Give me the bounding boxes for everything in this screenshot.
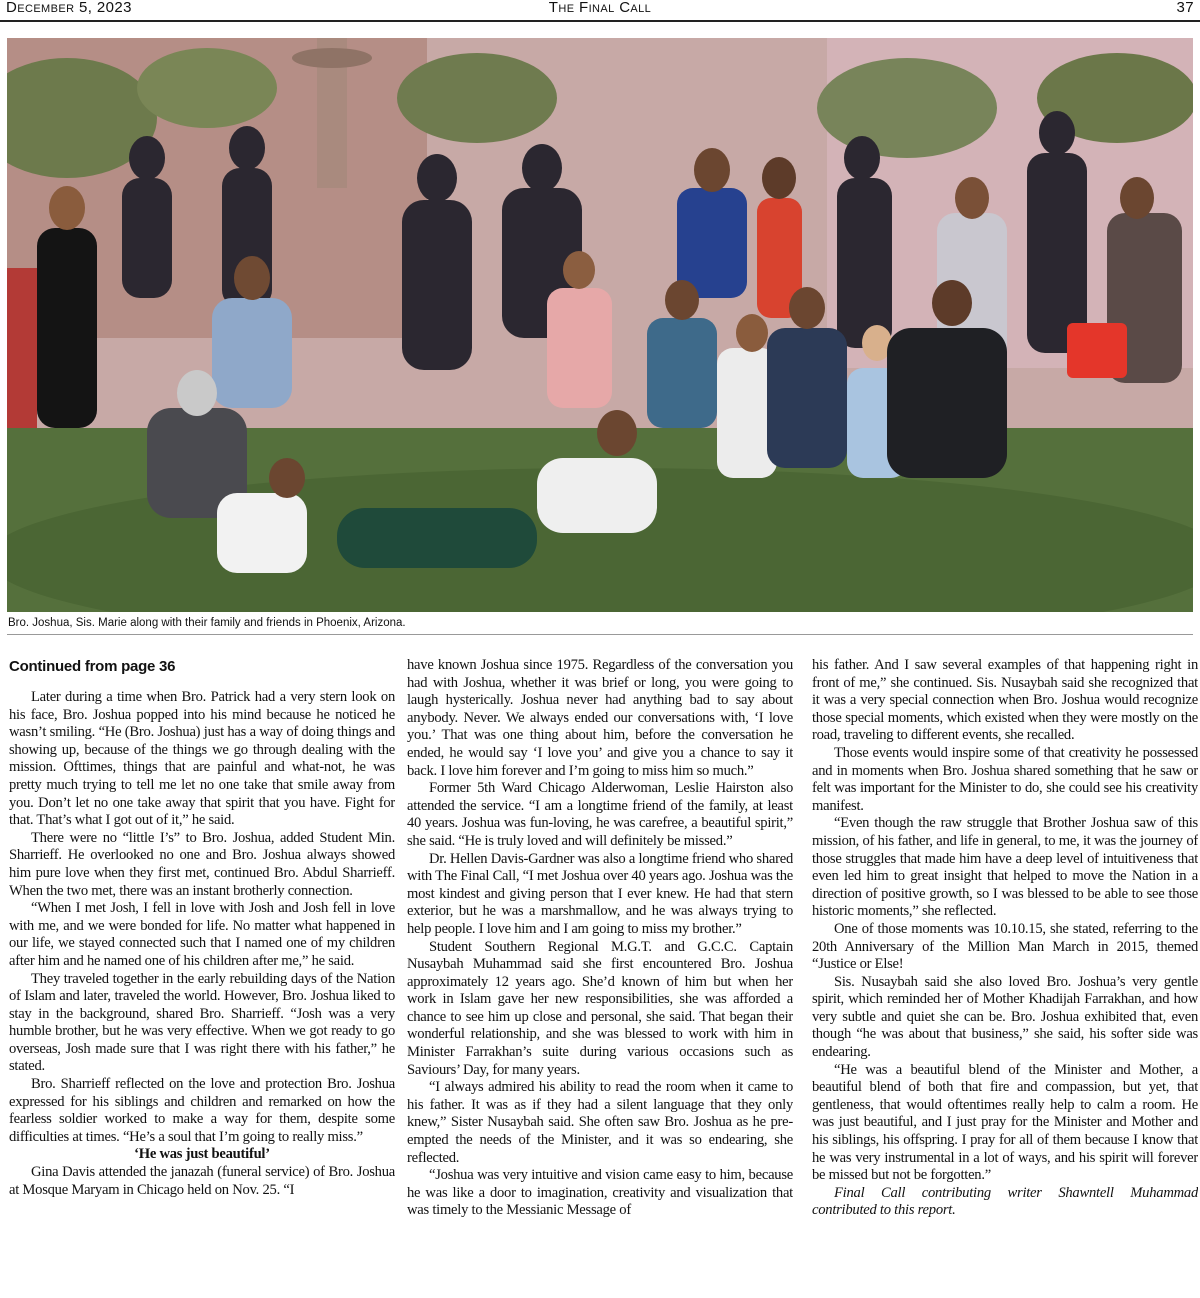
paragraph: his father. And I saw several examples of that happening right in front of me,” she continued. Sis. Nusaybah said she recognized that it was a very special connection when Bro. Joshua would recognize those special moments, which existed when they were mostly on the road, traveling to different events, she recalled. [812, 657, 1198, 744]
paragraph: have known Joshua since 1975. Regardless of the conversation you had with Joshua, whether it was brief or long, you were going to laugh hysterically. Joshua never had anything bad to say about anybody. Never. We always ended our conversations with, ‘I love you.’ That was one thing about him, before the conversation he ended, he would say ‘I love you’ and give you a chance to say it back. I love him forever and I’m going to miss him so much.” [407, 657, 793, 779]
subhead: ‘He was just beautiful’ [134, 1146, 270, 1163]
photo-caption: Bro. Joshua, Sis. Marie along with their family and friends in Phoenix, Arizona. [8, 617, 406, 629]
paragraph: There were no “little I’s” to Bro. Joshua, added Student Min. Sharrieff. He overlooked no one and Bro. Joshua always showed him pure love when they first met, continued Bro. Abdul Sharrieff. When the two met, there was an instant brotherly connection. [9, 829, 395, 899]
paragraph: “He was a beautiful blend of the Minister and Mother, a beautiful blend of both that fire and compassion, but yet, that gentleness, that would oftentimes really help to calm a room. He was just beautiful, and I just pray for the Minister and Mother and his siblings, his offspring. I pray for all of them because I know that he was very instrumental in a lot of ways, and his spirit will forever be missed but not be forgotten.” [812, 1061, 1198, 1184]
masthead [0, 0, 1200, 22]
contributor-credit: Final Call contributing writer Shawntell Muhammad contributed to this report. [812, 1184, 1198, 1219]
paragraph: Those events would inspire some of that creativity he possessed and in moments when Bro. Joshua shared something that he saw or felt was important for the Minister to do, she could see his creativity manifest. [812, 744, 1198, 814]
article-column-3 [812, 657, 1198, 1289]
article-column-1 [9, 657, 395, 1289]
publication-name: The Final Call [548, 0, 652, 16]
issue-date: December 5, 2023 [6, 0, 132, 16]
paragraph: Dr. Hellen Davis-Gardner was also a longtime friend who shared with The Final Call, “I met Joshua over 40 years ago. Joshua was the most kindest and giving person that I ever knew. He had that stern exterior, but he was a marshmallow, and he was always trying to help people. I love him and I am going to miss my brother.” [407, 850, 793, 937]
paragraph: “Joshua was very intuitive and vision came easy to him, because he was like a door to imagination, creativity and visualization that was timely to the Messianic Message of [407, 1167, 793, 1219]
paragraph: They traveled together in the early rebuilding days of the Nation of Islam and later, traveled the world. However, Bro. Joshua liked to stay in the background, shared Bro. Sharrieff. “Josh was a very humble brother, but he was very effective. When we got ready to go overseas, Josh made sure that I was right there with his father,” he stated. [9, 970, 395, 1075]
paragraph: Gina Davis attended the janazah (funeral service) of Bro. Joshua at Mosque Maryam in Chicago held on Nov. 25. “I [9, 1164, 395, 1198]
continued-from-kicker: Continued from page 36 [9, 658, 176, 675]
paragraph: Former 5th Ward Chicago Alderwoman, Leslie Hairston also attended the service. “I am a longtime friend of the family, at least 40 years. Joshua was fun-loving, he was carefree, a beautiful spirit,” she said. “He is truly loved and will definitely be missed.” [407, 780, 793, 849]
paragraph: Student Southern Regional M.G.T. and G.C.C. Captain Nusaybah Muhammad said she first encountered Bro. Joshua approximately 12 years ago. She’d known of him but when her work in Islam gave her new responsibilities, she was afforded a chance to see him up close and personal, she said. That began their wonderful relationship, and she was blessed to work with him in Minister Farrakhan’s suite during various occasions such as Saviours’ Day, for many years. [407, 938, 793, 1078]
article-column-2 [407, 657, 793, 1289]
caption-divider [7, 634, 1193, 635]
paragraph: One of those moments was 10.10.15, she stated, referring to the 20th Anniversary of the Million Man March in 2015, themed “Justice or Else! [812, 920, 1198, 973]
paragraph: “I always admired his ability to read the room when it came to his father. It was as if they had a silent language that they only knew,” Sister Nusaybah said. She often saw Bro. Joshua as he pre-empted the needs of the Minister, and it was so endearing, she reflected. [407, 1079, 793, 1166]
paragraph: Bro. Sharrieff reflected on the love and protection Bro. Joshua expressed for his siblings and children and remarked on how the fearless soldier worked to make a way for them, despite some difficulties at times. “He’s a soul that I’m going to really miss.” [9, 1076, 395, 1145]
paragraph: “Even though the raw struggle that Brother Joshua saw of this mission, of his father, and life in general, to me, it was the journey of those struggles that made him have a deep level of intuitiveness that even led him to great insight that helped to move the Nation in a direction of positive growth, so I was blessed to be able to see those historic moments,” she reflected. [812, 815, 1198, 920]
paragraph: “When I met Josh, I fell in love with Josh and Josh fell in love with me, and we were bonded for life. No matter what happened in our life, we stayed connected such that I named one of my children after him and he named one of his children after me,” he said. [9, 900, 395, 969]
group-photo [7, 38, 1193, 612]
paragraph: Later during a time when Bro. Patrick had a very stern look on his face, Bro. Joshua popped into his mind because he noticed he wasn’t smiling. “He (Bro. Joshua) just has a way of doing things and showing up, because of the things we go through dealing with the mission. Ofttimes, things that are painful and what-not, he was pretty much trying to tell me let no one take that smile away from you. Don’t let no one take away that spirit that you have. Fight for that. That’s what I got out of it,” he said. [9, 689, 395, 829]
page-number: 37 [1176, 0, 1194, 16]
paragraph: Sis. Nusaybah said she also loved Bro. Joshua’s very gentle spirit, which reminded her of Mother Khadijah Farrakhan, and how very subtle and quiet she can be. Bro. Joshua exhibited that, even though “he was about that business,” she said, his softer side was endearing. [812, 973, 1198, 1061]
